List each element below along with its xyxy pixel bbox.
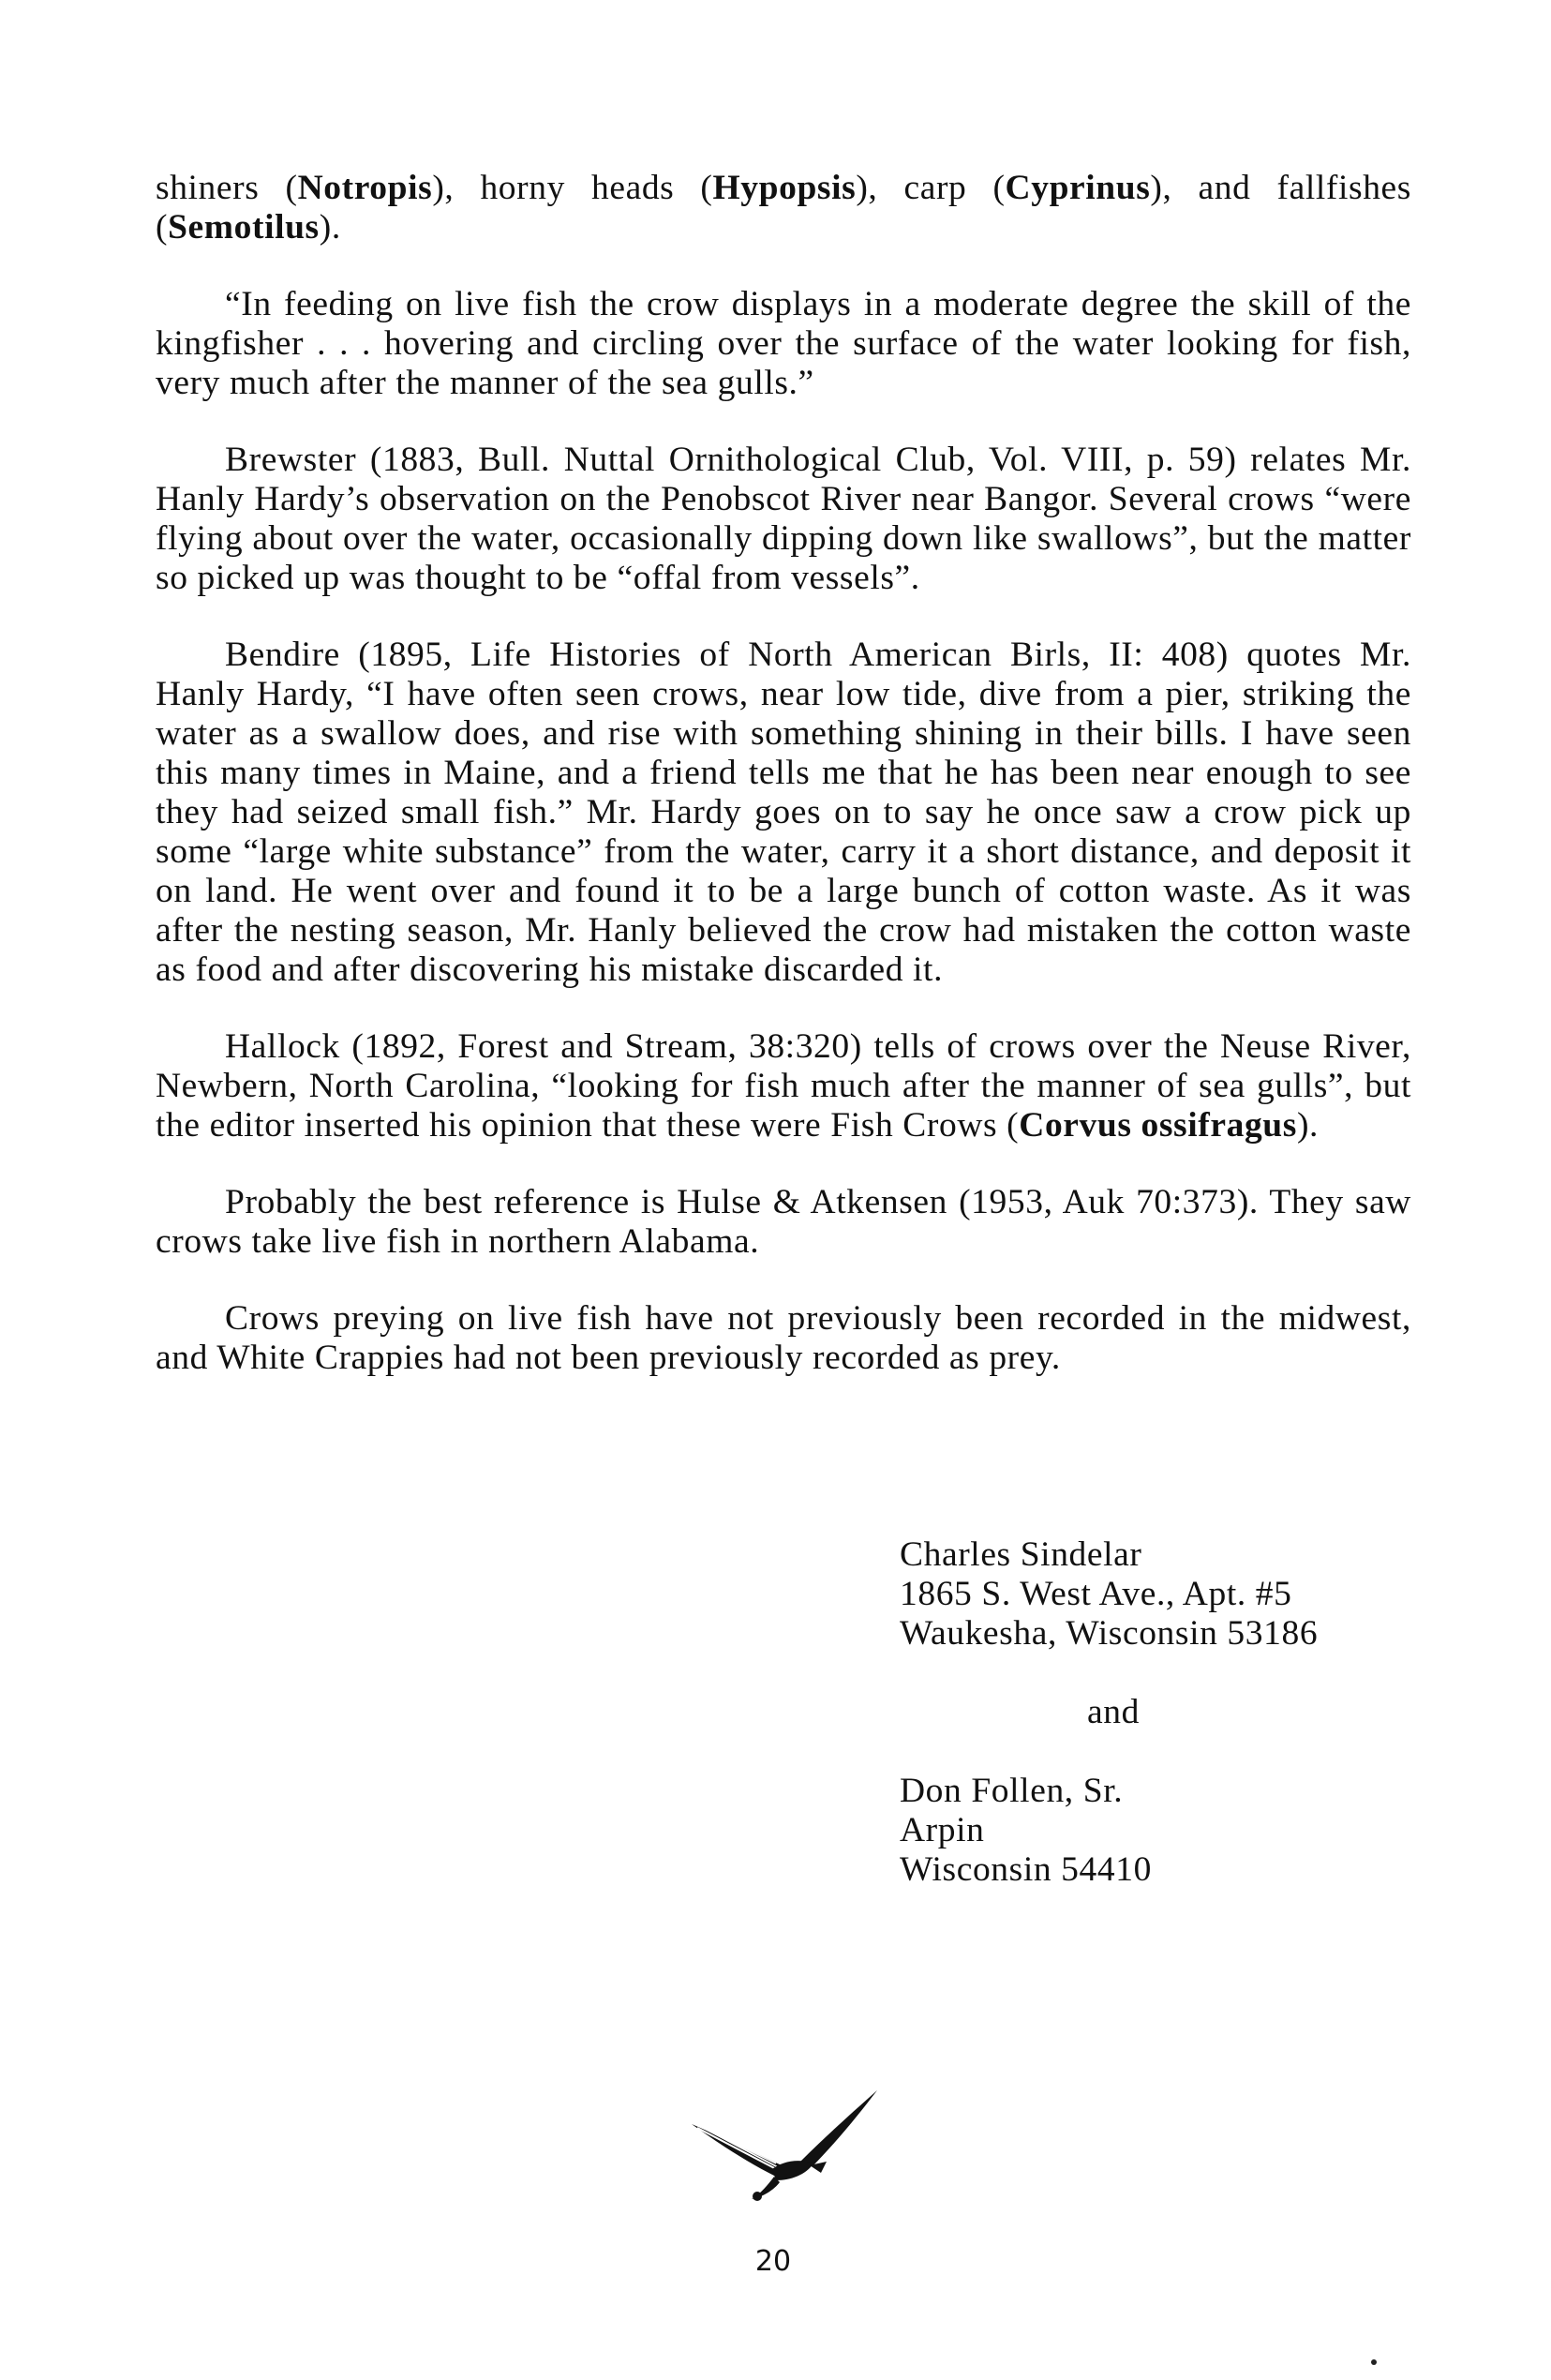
text-segment: Brewster (1883, Bull. Nuttal Ornithological Club, Vol. VIII, p. 59) relates Mr. Hanly Hardy’s observation on the Penobscot River near Bangor. Several crows “were flying about over the water, occasionally dipping down like swallows”, but the matter so picked up was thought to be “offal from vessels”. [156, 441, 1411, 597]
text-segment: ), and fallfishes ( [156, 169, 1411, 247]
author-signature-block [900, 1535, 1387, 1890]
scientific-name: Hypopsis [712, 169, 857, 207]
text-segment: ). [319, 208, 341, 247]
author-address-line: Wisconsin 54410 [900, 1850, 1152, 1889]
author-name: Don Follen, Sr. [900, 1772, 1124, 1810]
scientific-name: Semotilus [168, 208, 320, 247]
paragraph-1 [156, 169, 1411, 247]
paragraph-6-reference [156, 1183, 1411, 1262]
text-segment: ), horny heads ( [432, 169, 713, 207]
paragraph-3-brewster [156, 441, 1411, 598]
print-speck [1371, 2359, 1377, 2365]
author-address-line: Arpin [900, 1811, 985, 1849]
text-segment: Bendire (1895, Life Histories of North American Birls, II: 408) quotes Mr. Hanly Hardy, “I have often seen crows, near low tide, dive from a pier, striking the water as a swallow does, and rise with something shining in their bills. I have seen this many times in Maine, and a friend tells me that he has been near enough to see they had seized small fish.” Mr. Hardy goes on to say he once saw a crow pick up some “large white substance” from the water, carry it a short distance, and deposit it on land. He went over and found it to be a large bunch of cotton waste. As it was after the nesting season, Mr. Hanly believed the crow had mistaken the cotton waste as food and after discovering his mistake discarded it. [156, 636, 1411, 989]
paragraph-5-hallock [156, 1027, 1411, 1145]
text-segment: ), carp ( [856, 169, 1006, 207]
signature-conjunction: and [1087, 1693, 1140, 1731]
text-segment: ). [1296, 1106, 1320, 1145]
text-segment: Crows preying on live fish have not previously been recorded in the midwest, and White Crappies had not been previously recorded as prey. [156, 1299, 1411, 1377]
page-number: 20 [754, 2245, 792, 2278]
paragraph-7-conclusion [156, 1299, 1411, 1378]
article-body [156, 169, 1411, 1378]
author-address-line: Waukesha, Wisconsin 53186 [900, 1614, 1319, 1653]
text-segment: “In feeding on live fish the crow displays in a moderate degree the skill of the kingfisher . . . hovering and circling over the surface of the water looking for fish, very much after the manner of the sea gulls.” [156, 285, 1411, 402]
text-segment: Probably the best reference is Hulse & Atkensen (1953, Auk 70:373). They saw crows take live fish in northern Alabama. [156, 1183, 1411, 1261]
author-address-line: 1865 S. West Ave., Apt. #5 [900, 1575, 1292, 1613]
author-name: Charles Sindelar [900, 1535, 1142, 1574]
text-segment: Hallock (1892, Forest and Stream, 38:320) tells of crows over the Neuse River, Newbern, North Carolina, “looking for fish much after the manner of sea gulls”, but the editor inserted his opinion that these were Fish Crows ( [156, 1027, 1411, 1145]
paragraph-2-quote [156, 285, 1411, 403]
text-segment: shiners ( [156, 169, 298, 207]
scientific-name: Corvus ossifragus [1019, 1106, 1297, 1145]
scientific-name: Notropis [297, 169, 433, 207]
seagull-icon [690, 2087, 887, 2208]
scientific-name: Cyprinus [1005, 169, 1151, 207]
paragraph-4-bendire [156, 636, 1411, 990]
